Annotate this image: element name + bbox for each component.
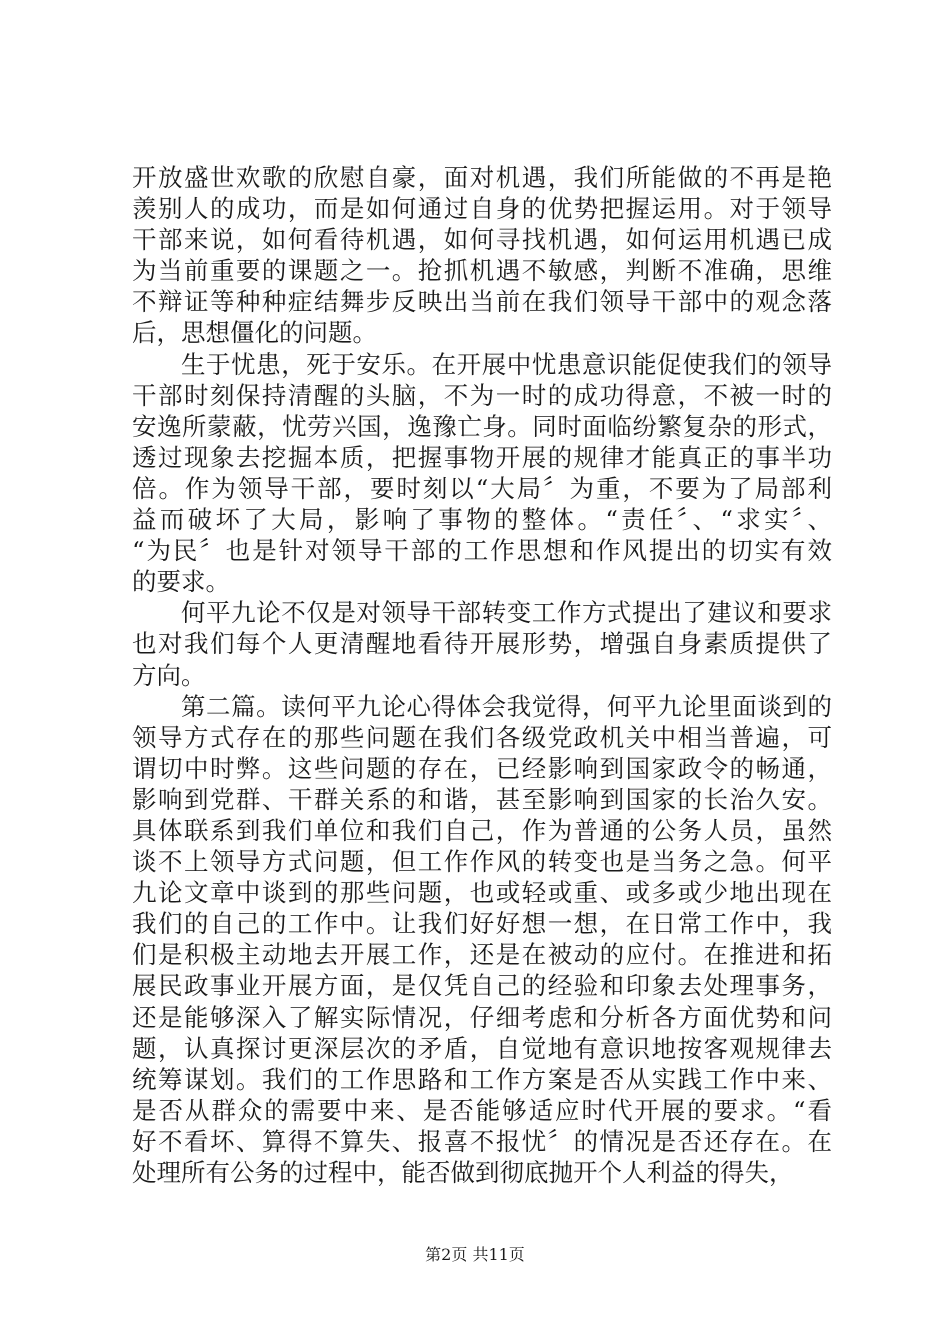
text-line: 是否从群众的需要中来、是否能够适应时代开展的要求。“看: [132, 1095, 832, 1125]
text-line: 统筹谋划。我们的工作思路和工作方案是否从实践工作中来、: [132, 1064, 832, 1094]
text-line: 安逸所蒙蔽，忧劳兴国，逸豫亡身。同时面临纷繁复杂的形式，: [132, 411, 832, 441]
text-line: 还是能够深入了解实际情况，仔细考虑和分析各方面优势和问: [132, 1002, 832, 1032]
paragraph: [132, 691, 832, 1189]
text-line: 们是积极主动地去开展工作，还是在被动的应付。在推进和拓: [132, 940, 832, 970]
text-line: 生于忧患，死于安乐。在开展中忧患意识能促使我们的领导: [181, 349, 832, 379]
text-line: 方向。: [132, 660, 206, 690]
paragraph: [132, 597, 832, 690]
text-line: 展民政事业开展方面，是仅凭自己的经验和印象去处理事务，: [132, 971, 832, 1001]
document-body: [132, 162, 832, 1188]
paragraph: [132, 349, 832, 598]
text-line: 干部来说，如何看待机遇，如何寻找机遇，如何运用机遇已成: [132, 225, 832, 255]
text-line: 透过现象去挖掘本质，把握事物开展的规律才能真正的事半功: [132, 442, 832, 472]
text-line: 的要求。: [132, 567, 230, 597]
text-line: 倍。作为领导干部，要时刻以“大局〞为重，不要为了局部利: [132, 473, 832, 503]
text-line: 不辩证等种种症结舞步反映出当前在我们领导干部中的观念落: [132, 287, 832, 317]
text-line: 好不看坏、算得不算失、报喜不报忧〞的情况是否还存在。在: [132, 1126, 832, 1156]
text-line: 题，认真探讨更深层次的矛盾，自觉地有意识地按客观规律去: [132, 1033, 832, 1063]
page-footer: 第2页 共11页: [425, 1245, 525, 1264]
text-line: 处理所有公务的过程中，能否做到彻底抛开个人利益的得失，: [132, 1158, 794, 1187]
text-line: 何平九论不仅是对领导干部转变工作方式提出了建议和要求: [181, 598, 832, 628]
text-line: 具体联系到我们单位和我们自己，作为普通的公务人员，虽然: [132, 815, 832, 845]
text-line: 谓切中时弊。这些问题的存在，已经影响到国家政令的畅通，: [132, 753, 832, 783]
text-line: 领导方式存在的那些问题在我们各级党政机关中相当普遍，可: [132, 722, 832, 752]
text-line: 开放盛世欢歌的欣慰自豪，面对机遇，我们所能做的不再是艳: [132, 163, 832, 192]
text-line: 为当前重要的课题之一。抢抓机遇不敏感，判断不准确，思维: [132, 256, 832, 286]
text-line: “为民〞也是针对领导干部的工作思想和作风提出的切实有效: [132, 536, 832, 566]
text-line: 也对我们每个人更清醒地看待开展形势，增强自身素质提供了: [132, 629, 832, 659]
paragraph: [132, 162, 832, 349]
text-line: 第二篇。读何平九论心得体会我觉得，何平九论里面谈到的: [181, 691, 832, 721]
text-line: 羡别人的成功，而是如何通过自身的优势把握运用。对于领导: [132, 194, 832, 224]
text-line: 干部时刻保持清醒的头脑，不为一时的成功得意，不被一时的: [132, 380, 832, 410]
text-line: 后，思想僵化的问题。: [132, 318, 377, 348]
text-line: 谈不上领导方式问题，但工作作风的转变也是当务之急。何平: [132, 847, 832, 877]
text-line: 影响到党群、干群关系的和谐，甚至影响到国家的长治久安。: [132, 784, 832, 814]
text-line: 九论文章中谈到的那些问题，也或轻或重、或多或少地出现在: [132, 878, 832, 908]
text-line: 我们的自己的工作中。让我们好好想一想，在日常工作中，我: [132, 909, 832, 939]
text-line: 益而破坏了大局，影响了事物的整体。“责任〞、“求实〞、: [132, 505, 832, 535]
